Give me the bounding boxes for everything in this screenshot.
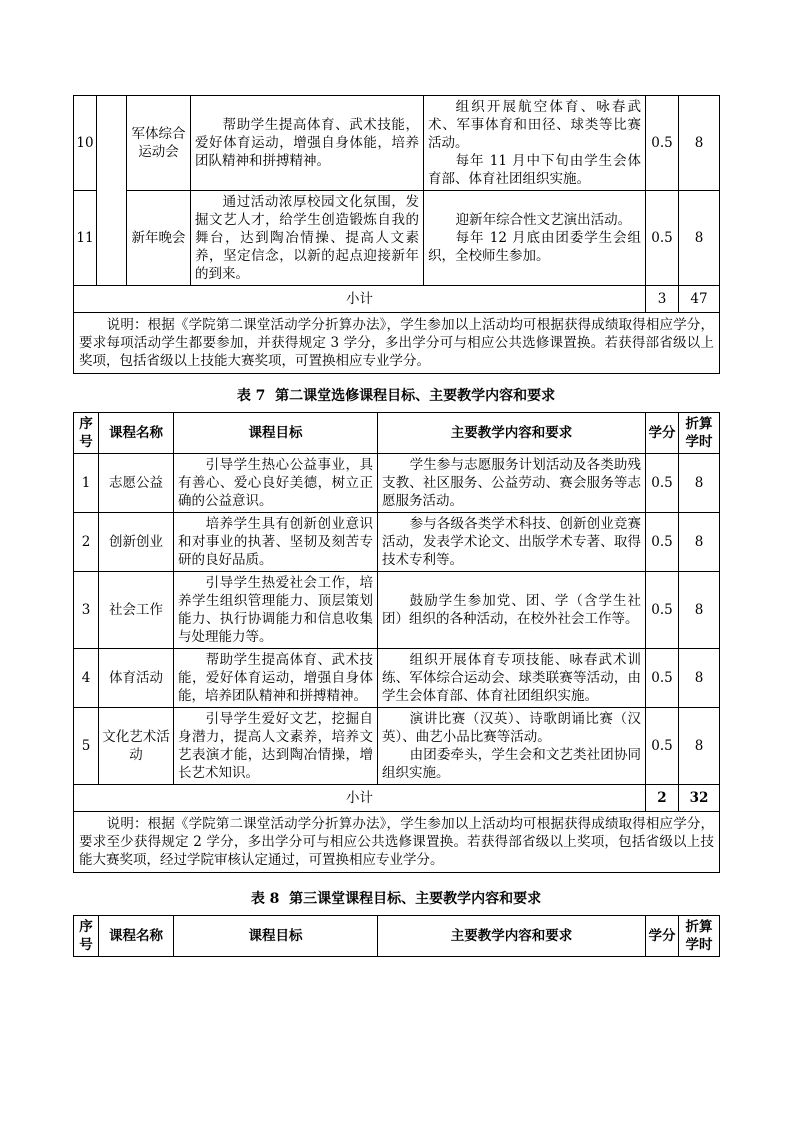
content-paragraph: 参与各级各类学术科技、创新创业竞赛活动，发表学术论文、出版学术专著、取得技术专利等。 [382,516,641,568]
course-objective [174,454,378,513]
course-hours: 8 [679,191,720,286]
objective-paragraph: 引导学生热爱社会工作，培养学生组织管理能力、顶层策划能力、执行协调能力和信息收集与处理能力等。 [178,575,373,645]
course-objective [174,708,378,785]
row-number: 5 [74,708,99,785]
subtotal-credit: 3 [646,286,679,313]
content-paragraph: 迎新年综合性文艺演出活动。 [455,212,632,228]
subtotal-label: 小计 [74,286,646,313]
course-hours: 8 [679,96,720,191]
course-name: 新年晚会 [127,191,191,286]
content-paragraph: 鼓励学生参加党、团、学（含学生社团）组织的各种活动，在校外社会工作等。 [382,593,641,627]
course-objective [191,96,424,191]
course-credit: 0.5 [646,96,679,191]
course-name: 军体综合运动会 [127,96,191,191]
course-credit: 0.5 [646,649,679,708]
document-page [73,95,719,957]
note-paragraph: 说明：根据《学院第二课堂活动学分折算办法》，学生参加以上活动均可根据获得成绩取得相应学分，要求至少获得规定 2 学分，多出学分可与相应公共选修课置换。若获得部省级以上奖项，包括省级以上技能大赛奖项，经过学院审核认定通过，可置换相应专业学分。 [79,816,714,868]
course-objective [174,572,378,649]
note-paragraph: 说明：根据《学院第二课堂活动学分折算办法》，学生参加以上活动均可根据获得成绩取得相应学分，要求每项活动学生都要参加，并获得规定 3 学分，多出学分可与相应公共选修课置换。若获得部省级以上奖项，包括省级以上技能大赛奖项，可置换相应专业学分。 [79,317,714,369]
row-number: 1 [74,454,99,513]
content-paragraph: 每年 12 月底由团委学生会组织，全校师生参加。 [428,230,641,264]
course-name: 志愿公益 [99,454,174,513]
course-row [74,513,720,572]
subtotal-label: 小计 [74,785,646,812]
row-number: 11 [74,191,97,286]
row-number: 10 [74,96,97,191]
note-row [74,812,720,873]
column-header-credit: 学分 [646,413,679,454]
course-content [378,513,646,572]
course-content [424,191,646,286]
course-row [74,454,720,513]
course-objective [191,191,424,286]
content-paragraph: 每年 11 月中下旬由学生会体育部、体育社团组织实施。 [428,153,641,187]
row-number: 3 [74,572,99,649]
course-credit: 0.5 [646,708,679,785]
table7-header-row [74,413,720,454]
table8-title: 表 8 第三课堂课程目标、主要教学内容和要求 [250,891,542,907]
table7-title: 表 7 第二课堂选修课程目标、主要教学内容和要求 [236,388,556,404]
column-header-objective: 课程目标 [174,916,378,957]
course-row-11 [74,191,720,286]
course-row-10 [74,96,720,191]
category-cell-empty [97,96,127,286]
course-name: 社会工作 [99,572,174,649]
course-content [378,454,646,513]
objective-paragraph: 引导学生爱好文艺，挖掘自身潜力，提高人文素养，培养文艺表演才能，达到陶冶情操，增长艺术知识。 [178,711,373,781]
subtotal-row [74,785,720,812]
content-paragraph: 组织开展航空体育、咏春武术、军事体育和田径、球类等比赛活动。 [428,99,641,151]
course-hours: 8 [679,572,720,649]
column-header-hours: 折算学时 [679,413,720,454]
column-header-no: 序号 [74,413,99,454]
course-content [378,649,646,708]
continued-table [73,95,720,374]
column-header-content: 主要教学内容和要求 [378,916,646,957]
subtotal-row [74,286,720,313]
course-hours: 8 [679,708,720,785]
course-name: 体育活动 [99,649,174,708]
content-paragraph: 由团委牵头，学生会和文艺类社团协同组织实施。 [382,747,641,781]
course-credit: 0.5 [646,191,679,286]
course-content [378,708,646,785]
course-objective [174,649,378,708]
note-cell [74,812,720,873]
content-paragraph: 组织开展体育专项技能、咏春武术训练、军体综合运动会、球类联赛等活动，由学生会体育部、体育社团组织实施。 [382,652,641,704]
course-credit: 0.5 [646,572,679,649]
course-row [74,649,720,708]
course-credit: 0.5 [646,454,679,513]
column-header-no: 序号 [74,916,99,957]
course-content [378,572,646,649]
course-row [74,572,720,649]
objective-paragraph: 培养学生具有创新创业意识和对事业的执著、坚韧及刻苦专研的良好品质。 [178,516,373,568]
course-content [424,96,646,191]
table7-body [74,454,720,785]
subtotal-credit: 2 [646,785,679,812]
column-header-credit: 学分 [646,916,679,957]
column-header-name: 课程名称 [99,916,174,957]
course-hours: 8 [679,649,720,708]
content-paragraph: 演讲比赛（汉英）、诗歌朗诵比赛（汉英）、曲艺小品比赛等活动。 [382,711,641,745]
objective-paragraph: 通过活动浓厚校园文化氛围，发掘文艺人才，给学生创造锻炼自我的舞台，达到陶冶情操、提高人文素养，坚定信念，以新的起点迎接新年的到来。 [195,194,419,282]
objective-paragraph: 帮助学生提高体育、武术技能，爱好体育运动，增强自身体能，培养团队精神和拼搏精神。 [178,652,373,704]
column-header-content: 主要教学内容和要求 [378,413,646,454]
objective-paragraph: 引导学生热心公益事业，具有善心、爱心良好美德，树立正确的公益意识。 [178,457,373,509]
table8-header-row [74,916,720,957]
note-row [74,313,720,374]
course-hours: 8 [679,513,720,572]
course-name: 文化艺术活动 [99,708,174,785]
content-paragraph: 学生参与志愿服务计划活动及各类助残支教、社区服务、公益劳动、赛会服务等志愿服务活动。 [382,457,641,509]
table7 [73,412,720,873]
course-credit: 0.5 [646,513,679,572]
course-name: 创新创业 [99,513,174,572]
course-hours: 8 [679,454,720,513]
objective-paragraph: 帮助学生提高体育、武术技能，爱好体育运动，增强自身体能，培养团队精神和拼搏精神。 [195,117,419,169]
row-number: 4 [74,649,99,708]
subtotal-hours: 32 [679,785,720,812]
column-header-hours: 折算学时 [679,916,720,957]
course-row [74,708,720,785]
subtotal-hours: 47 [679,286,720,313]
table8 [73,915,720,957]
column-header-name: 课程名称 [99,413,174,454]
note-cell [74,313,720,374]
column-header-objective: 课程目标 [174,413,378,454]
course-objective [174,513,378,572]
row-number: 2 [74,513,99,572]
